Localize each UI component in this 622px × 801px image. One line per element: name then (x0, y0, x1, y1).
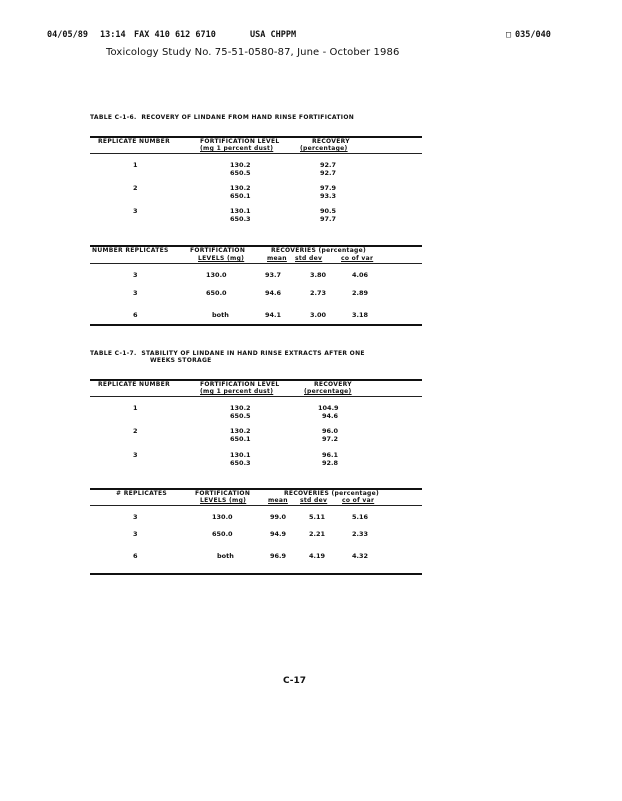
mean: 94.1 (265, 311, 282, 319)
co-of-var: 5.16 (352, 513, 369, 521)
rule (90, 324, 422, 326)
fax-time: 13:14 (100, 30, 126, 40)
recovery: 96.1 (322, 451, 339, 459)
recovery: 92.7 (320, 169, 337, 177)
n: 3 (133, 271, 138, 279)
std-dev: 2.21 (309, 530, 326, 538)
replicate-3: 3 (133, 207, 138, 215)
level: 130.0 (212, 513, 233, 521)
level: 650.1 (230, 435, 251, 443)
fax-date: 04/05/89 (47, 30, 88, 40)
mean: 94.9 (270, 530, 287, 538)
std-dev: 4.19 (309, 552, 326, 560)
header-std-dev: std dev (300, 497, 328, 504)
header-recovery-unit: (percentage) (300, 145, 348, 152)
level: 650.1 (230, 192, 251, 200)
header-mean: mean (268, 497, 288, 504)
level: 130.2 (230, 404, 251, 412)
rule (90, 396, 422, 397)
replicate-1: 1 (133, 161, 138, 169)
replicate-2: 2 (133, 427, 138, 435)
level: 650.5 (230, 169, 251, 177)
std-dev: 3.80 (310, 271, 327, 279)
n: 3 (133, 289, 138, 297)
recovery: 92.8 (322, 459, 339, 467)
table-c16-caption: TABLE C-1-6. RECOVERY OF LINDANE FROM HAND RINSE FORTIFICATION (90, 114, 355, 121)
rule (90, 153, 422, 154)
header-recovery-unit: (percentage) (304, 388, 352, 395)
header-recovery: RECOVERY (312, 138, 350, 145)
page-number: C-17 (283, 676, 307, 686)
replicate-2: 2 (133, 184, 138, 192)
std-dev: 5.11 (309, 513, 326, 521)
recovery: 90.5 (320, 207, 337, 215)
co-of-var: 4.06 (352, 271, 369, 279)
recovery: 92.7 (320, 161, 337, 169)
co-of-var: 4.32 (352, 552, 369, 560)
rule (90, 505, 422, 506)
level: 130.0 (206, 271, 227, 279)
mean: 94.6 (265, 289, 282, 297)
recovery: 96.0 (322, 427, 339, 435)
header-mean: mean (267, 255, 287, 262)
fax-org: USA CHPPM (250, 30, 297, 40)
replicate-1: 1 (133, 404, 138, 412)
level: 130.2 (230, 161, 251, 169)
table-c17-caption-line2: WEEKS STORAGE (150, 357, 212, 364)
n: 3 (133, 530, 138, 538)
fax-page: 035/040 (515, 30, 551, 40)
recovery: 94.6 (322, 412, 339, 420)
document-subtitle: Toxicology Study No. 75-51-0580-87, June - October 1986 (106, 47, 400, 58)
header-fortification: FORTIFICATION LEVEL (200, 138, 280, 145)
header-replicate: REPLICATE NUMBER (98, 138, 170, 145)
level: 130.2 (230, 427, 251, 435)
mean: 96.9 (270, 552, 287, 560)
std-dev: 3.00 (310, 311, 327, 319)
header-number-replicates: # REPLICATES (116, 490, 167, 497)
replicate-3: 3 (133, 451, 138, 459)
table-c17-caption: TABLE C-1-7. STABILITY OF LINDANE IN HAND RINSE EXTRACTS AFTER ONE (90, 350, 365, 357)
n: 6 (133, 552, 138, 560)
co-of-var: 3.18 (352, 311, 369, 319)
level: 130.2 (230, 184, 251, 192)
header-fortification: FORTIFICATION LEVEL (200, 381, 280, 388)
n: 6 (133, 311, 138, 319)
header-fortification: FORTIFICATION (190, 247, 246, 254)
level: 650.0 (212, 530, 233, 538)
rule (90, 573, 422, 575)
header-recoveries: RECOVERIES (percentage) (271, 247, 367, 254)
header-fortification: FORTIFICATION (195, 490, 251, 497)
mean: 99.0 (270, 513, 287, 521)
recovery: 97.7 (320, 215, 337, 223)
recovery: 97.9 (320, 184, 337, 192)
fax-page-icon: □ (506, 30, 512, 40)
header-fortification-unit: (mg 1 percent dust) (200, 145, 274, 152)
header-co-of-var: co of var (342, 497, 375, 504)
header-levels: LEVELS (mg) (198, 255, 245, 262)
level: both (212, 311, 229, 319)
level: 650.5 (230, 412, 251, 420)
header-levels: LEVELS (mg) (200, 497, 247, 504)
level: 650.0 (206, 289, 227, 297)
level: 650.3 (230, 215, 251, 223)
co-of-var: 2.33 (352, 530, 369, 538)
level: 130.1 (230, 451, 251, 459)
header-recovery: RECOVERY (314, 381, 352, 388)
co-of-var: 2.89 (352, 289, 369, 297)
level: 130.1 (230, 207, 251, 215)
std-dev: 2.73 (310, 289, 327, 297)
header-recoveries: RECOVERIES (percentage) (284, 490, 380, 497)
header-number-replicates: NUMBER REPLICATES (92, 247, 169, 254)
header-fortification-unit: (mg 1 percent dust) (200, 388, 274, 395)
rule (90, 263, 422, 264)
n: 3 (133, 513, 138, 521)
header-co-of-var: co of var (341, 255, 374, 262)
recovery: 104.9 (318, 404, 339, 412)
header-std-dev: std dev (295, 255, 323, 262)
header-replicate: REPLICATE NUMBER (98, 381, 170, 388)
recovery: 97.2 (322, 435, 339, 443)
recovery: 93.3 (320, 192, 337, 200)
mean: 93.7 (265, 271, 282, 279)
level: 650.3 (230, 459, 251, 467)
fax-number: FAX 410 612 6710 (134, 30, 216, 40)
level: both (217, 552, 234, 560)
